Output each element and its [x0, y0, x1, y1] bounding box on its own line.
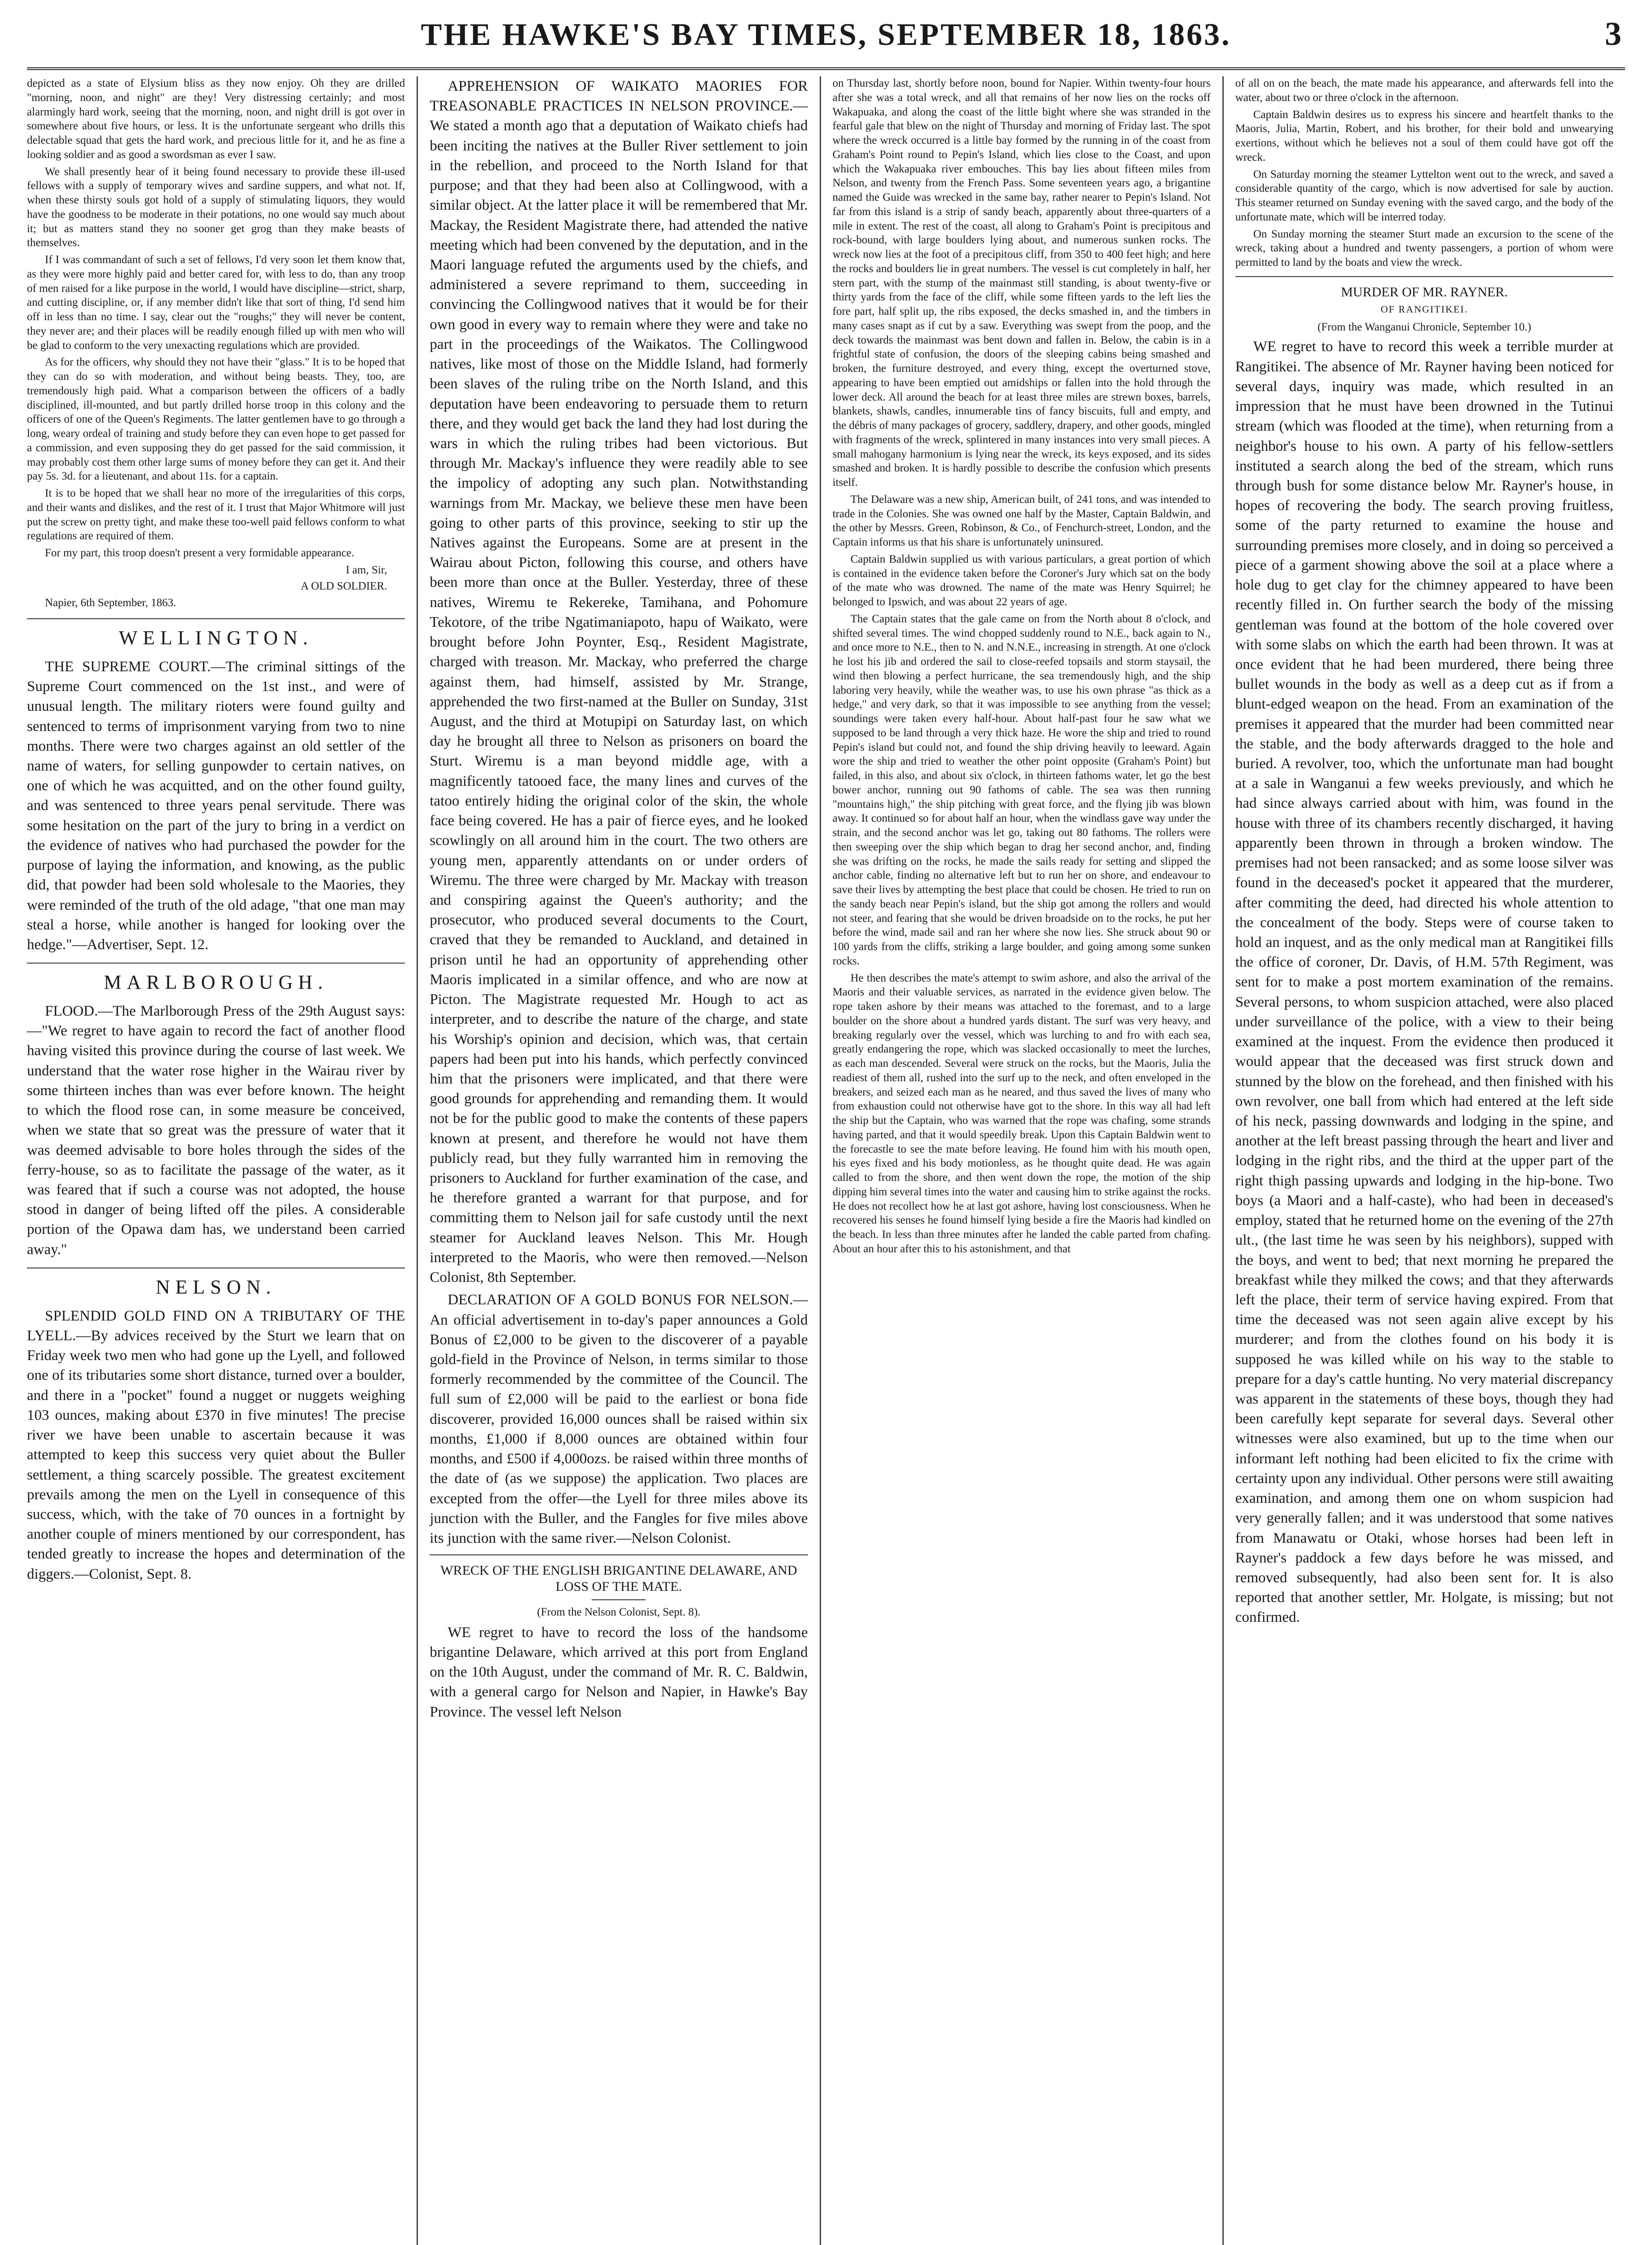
wreck-paragraph: of all on on the beach, the mate made his appearance, and afterwards fell into the water, about two or three o'clock in the afternoon.: [1235, 77, 1613, 104]
wreck-paragraph: Captain Baldwin desires us to express his sincere and heartfelt thanks to the Maoris, Julia, Martin, Robert, and his brother, for their bold and unwearying exertions, without which he believes not a soul of them could have got off the wreck.: [1235, 108, 1613, 163]
column-4: [1224, 76, 1625, 2245]
divider: [592, 1599, 646, 1600]
columns: [27, 76, 1625, 2245]
wreck-paragraph: He then describes the mate's attempt to swim ashore, and also the arrival of the Maoris and their valuable services, as narrated in the evidence given below. The rope taken ashore by their means was attached to the foremast, and to a large boulder on the shore about a hundred yards distant. The surf was very heavy, and breaking regularly over the vessel, which was lurching to and fro with each sea, greatly endangering the rope, which was slacked occasionally to meet the lurches, as each man descended. Several were struck on the rocks, but the Maoris, Julia the readiest of them all, rushed into the surf up to the neck, and often enveloped in the breakers, and seized each man as he neared, and thus saved the lives of many who from exhaustion could not otherwise have got to the shore. In this way all had left the ship but the Captain, who was warned that the rope was chafing, some strands having parted, and that it would speedily break. Upon this Captain Baldwin went to the forecastle to see the mate before leaving. He found him with his mouth open, his eyes fixed and his body motionless, as he thought quite dead. He was again called to from the shore, and then went down the rope, the motion of the ship dipping him several times into the water and causing him to strike against the rocks. He does not recollect how he at last got ashore, having lost consciousness. When he recovered his senses he found himself lying beside a fire the Maoris had kindled on the beach. In less than three minutes after he landed the cable parted from chafing. About an hour after this to his astonishment, and that: [832, 972, 1211, 1255]
letter-dateline: Napier, 6th September, 1863.: [45, 597, 176, 609]
wreck-paragraph: The Delaware was a new ship, American built, of 241 tons, and was intended to trade in the Colonies. She was owned one half by the Master, Captain Baldwin, and the other by Messrs. Green, Robinson, & Co., of Fenchurch-street, London, and the Captain informs us that his share is unfortunately uninsured.: [832, 493, 1211, 548]
letter-paragraph: We shall presently hear of it being found necessary to provide these ill-used fellows with a supply of temporary wives and sardine suppers, and what not. If, when these thirsty souls got hold of a supply of stimulating liquors, they would have the goodness to be moderate in their potations, no one would say much about it; but as matters stand they no sooner get grog than they make beasts of themselves.: [27, 165, 405, 249]
wreck-source: (From the Nelson Colonist, Sept. 8).: [537, 1606, 701, 1619]
letter-paragraph: As for the officers, why should they not have their "glass." It is to be hoped that they can do so with moderation, and without being beasts. They, too, are tremendously high paid. What a comparison between the officers of a badly disciplined, ill-mounted, and but partly drilled horse troop in this colony and the officers of one of the Queen's Regiments. The latter gentlemen have to go through a long, weary ordeal of training and study before they can even hope to get passed for a commission, and even supposing they do get passed for the said commission, it may probably cost them other large sums of money before they can get it. And their pay 5s. 3d. for a lieutenant, and about 11s. for a captain.: [27, 356, 405, 483]
divider: [1235, 276, 1613, 277]
murder-heading: MURDER OF MR. RAYNER.: [1341, 284, 1508, 299]
wreck-paragraph: The Captain states that the gale came on from the North about 8 o'clock, and shifted several times. The wind chopped suddenly round to N.E., back again to N., and once more to N.E., then to N. and N.N.E., increasing in strength. At one o'clock he lost his jib and ordered the sail to close-reefed topsails and storm staysail, the wind then blowing a perfect hurricane, the sea tremendously high, and the ship laboring very heavily, while the weather was, to use his own phrase "as thick as a hedge," and very dark, so that it was impossible to see anything from the vessel; soundings were taken every half-hour. About half-past four he saw what we supposed to be land through a very thick haze. He wore the ship and tried to round Pepin's island but could not, and found the ship driving heavily to leeward. Again wore the ship and tried to weather the other point opposite (Graham's Point) but failed, in this also, and about six o'clock, in thirteen fathoms water, let go the best bower anchor, running out 90 fathoms of cable. The sea was then running "mountains high," the ship pitching with great force, and the flying jib was blown away. It continued so for about half an hour, when the windlass gave way under the strain, and the second anchor was let go, taking out 80 fathoms. The rollers were then sweeping over the ship which began to drag her second anchor, and, finding she was drifting on the rocks, he made the sails ready for setting and slipped the anchor cable, finding no alternative left but to run her on shore, and endeavour to save their lives by attempting the best place that could be chosen. He tried to run on the sandy beach near Pepin's island, but the ship got among the rollers and would not steer, and fearing that she would be driven broadside on to the rocks, he put her before the wind, made sail and ran her where she now lies. She struck about 90 or 100 yards from the cliffs, striking a large boulder, and going among some sunken rocks.: [832, 612, 1211, 967]
wreck-article-start: WE regret to have to record the loss of the handsome brigantine Delaware, which arrived at this port from England on the 10th August, under the command of Mr. R. C. Baldwin, with a general cargo for Nelson and Napier, in Hawke's Bay Province. The vessel left Nelson: [430, 1624, 808, 1720]
nelson-article: SPLENDID GOLD FIND ON A TRIBUTARY OF THE LYELL.—By advices received by the Sturt we learn that on Friday week two men who had gone up the Lyell, and followed one of its tributaries some short distance, turned over a boulder, and there in a "pocket" found a nugget or nuggets weighing 103 ounces, making about £370 in five minutes! The precise river we have been unable to ascertain because it was attempted to keep this success very quiet about the Buller settlement, a thing scarcely possible. The greatest excitement prevails among the men on the Lyell in consequence of this success, which, with the take of 70 ounces in a fortnight by another couple of miners mentioned by our correspondent, has tended greatly to increase the hopes and determination of the diggers.—Colonist, Sept. 8.: [27, 1307, 405, 1582]
wellington-article: THE SUPREME COURT.—The criminal sittings of the Supreme Court commenced on the 1st inst., and were of unusual length. The military rioters were found guilty and sentenced to terms of imprisonment varying from two to nine months. There were two charges against an old settler of the name of waters, for selling gunpowder to certain natives, on one of which he was acquitted, and on the other found guilty, and was sentenced to three years penal servitude. There was some hesitation on the part of the jury to bring in a verdict on the evidence of natives who had purchased the powder for the purpose of laying the information, and knowing, as the public did, that powder had been sold wholesale to the Maories, they were reminded of the truth of the old adage, "that one man may steal a horse, while another is hanged for looking over the hedge."—Advertiser, Sept. 12.: [27, 658, 405, 953]
section-heading-marlborough: MARLBOROUGH.: [27, 963, 405, 995]
wreck-heading: WRECK OF THE ENGLISH BRIGANTINE DELAWARE, AND LOSS OF THE MATE.: [440, 1563, 797, 1594]
section-heading-nelson: NELSON.: [27, 1268, 405, 1300]
letter-closing: I am, Sir,: [346, 563, 387, 576]
wreck-paragraph: On Sunday morning the steamer Sturt made an excursion to the scene of the wreck, taking about a hundred and twenty passengers, a portion of whom were permitted to land by the boats and view the wreck.: [1235, 228, 1613, 269]
page-number: 3: [1605, 16, 1621, 53]
column-1: [27, 76, 418, 2245]
newspaper-title: THE HAWKE'S BAY TIMES, SEPTEMBER 18, 1863.: [421, 18, 1231, 52]
section-heading-wellington: WELLINGTON.: [27, 618, 405, 651]
wreck-paragraph: On Saturday morning the steamer Lyttelton went out to the wreck, and saved a considerable quantity of the cargo, which is now advertised for sale by auction. This steamer returned on Sunday evening with the saved cargo, and the body of the unfortunate mate, which will be interred today.: [1235, 168, 1613, 223]
letter-paragraph: It is to be hoped that we shall hear no more of the irregularities of this corps, and their wants and dislikes, and the rest of it. I trust that Major Whitmore will just put the screw on pretty tight, and make these too-well paid fellows conform to what regulations are required of them.: [27, 487, 405, 542]
letter-signature: A OLD SOLDIER.: [300, 580, 387, 592]
divider: [430, 1554, 808, 1555]
waikato-article: APPREHENSION OF WAIKATO MAORIES FOR TREASONABLE PRACTICES IN NELSON PROVINCE.—We stated a month ago that a deputation of Waikato chiefs had been inciting the natives at the Buller River settlement to join in the rebellion, and proceed to the North Island for that purpose; and that they had been also at Collingwood, with a similar object. At the latter place it will be remembered that Mr. Mackay, the Resident Magistrate there, had attended the native meeting which had been convened by the deputation, and in the Maori language refuted the arguments used by the chiefs, and administered a severe reprimand to them, succeeding in convincing the Collingwood natives that it would be for their own good in every way to remain where they were and take no part in the proceedings of the Waikatos. The Collingwood natives, like most of those on the Middle Island, had formerly been slaves of the ruling tribe on the North Island, and this deputation have been endeavoring to persuade them to return there, and they would get back the land they had lost during the wars in which the ruling tribes had been victorious. But through Mr. Mackay's influence they were readily able to see the impolicy of adopting any such plan. Notwithstanding warnings from Mr. Mackay, we believe these men have been going to other parts of this province, seeking to stir up the Natives against the Europeans. Some are at present in the Wairau about Picton, following this course, and others have been more than once at the Buller. Yesterday, three of these natives, Wiremu te Rekereke, Tamihana, and Pohomure Tekotore, of the tribe Ngatimaniapoto, hapu of Waikato, were brought before John Poynter, Esq., Resident Magistrate, charged with treason. Mr. Mackay, who preferred the charge against them, had himself, assisted by Mr. Strange, apprehended the two first-named at the Buller on Sunday, 31st August, and the third at Motupipi on Saturday last, on which day he brought all three to Nelson as prisoners on board the Sturt. Wiremu is a man beyond middle age, with a magnificently tatooed face, the many lines and curves of the tatoo entirely hiding the original color of the skin, the whole face being covered. He has a pair of fierce eyes, and he looked scowlingly on all around him in the court. The two others are young men, apparently attendants on or under orders of Wiremu. The three were charged by Mr. Mackay with treason and conspiring against the Queen's authority; and the prosecutor, who produced several documents to the Court, craved that they be remanded to Auckland, and detained in prison until he had an opportunity of apprehending other Maoris implicated in a similar offence, and who are now at Picton. The Magistrate requested Mr. Hough to act as interpreter, and to describe the nature of the charge, and state his Worship's opinion and decision, which was, that certain papers had been put into his hands, which perfectly convinced him that the prisoners were implicated, and that there were good grounds for apprehending and remanding them. It would not be for the public good to make the contents of these papers known at present, and therefore he would not have them publicly read, but they fully warranted him in removing the prisoners to Auckland for further examination of the case, and he therefore granted a warrant for that purpose, and for committing them to Nelson jail for safe custody until the next steamer for Auckland leaves Nelson. This Mr. Hough interpreted to the Maoris, who were then removed.—Nelson Colonist, 8th September.: [430, 78, 808, 1286]
gold-bonus-article: DECLARATION OF A GOLD BONUS FOR NELSON.—An official advertisement in to-day's paper announces a Gold Bonus of £2,000 to be given to the discoverer of a payable gold-field in the Province of Nelson, in terms similar to those formerly recommended by the committee of the Council. The full sum of £2,000 will be paid to the earliest or bona fide discoverer, provided 16,000 ounces shall be raised within six months, £1,000 if 8,000 ounces are obtained within four months, and £500 if 4,000ozs. be raised within three months of the date of (as we suppose) the application. Two places are excepted from the offer—the Lyell for three miles above its junction with the Buller, and the Fangles for five miles above its junction with the same river.—Nelson Colonist.: [430, 1292, 808, 1546]
wreck-paragraph: on Thursday last, shortly before noon, bound for Napier. Within twenty-four hours after she was a total wreck, and all that remains of her now lies on the rocks off Wakapuaka, and along the coast of the little bight where she was stranded in the fearful gale that blew on the night of Thursday and morning of Friday last. The spot where the wreck occurred is a little bay formed by the running in of the coast from Graham's Point round to Pepin's Island, which lies close to the Coast, and upon which the Wakapuaka river embouches. This bay lies about fifteen miles from Nelson, and twenty from the French Pass. Some seventeen years ago, a brigantine named the Guide was wrecked in the same bay, rather nearer to Pepin's Island. Not far from this island is a strip of sandy beach, apparently about three-quarters of a mile in extent. The rest of the coast, all along to Graham's Point is precipitous and rock-bound, with large boulders lying about, and numerous sunken rocks. The wreck now lies at the foot of a precipitous cliff, from 350 to 400 feet high; and here the rocks and boulders lie in great numbers. The vessel is cut completely in half, her stern part, with the stump of the mainmast still standing, is about twenty-five or thirty yards from the face of the cliff, while some fifteen yards to the left lies the fore part, half split up, the ribs exposed, the decks smashed in, and the timbers in many cases snapt as if cut by a saw. Everything was swept from the poop, and the deck towards the mainmast was bent down and fallen in. Below, the cabin is in a frightful state of confusion, the doors of the sleeping cabins being smashed and broken, the furniture destroyed, and every thing, except the overturned stove, appearing to have been emptied out amidships or fallen into the hold through the lower deck. All around the beach for at least three miles are strewn boxes, barrels, blankets, shawls, candles, innumerable tins of fancy biscuits, full and empty, and the débris of many packages of grocery, saddlery, drapery, and other goods, mingled with fragments of the wreck, splintered in many instances into very small pieces. A small mahogany harmonium is lying near the wreck, its keys exposed, and its sides smashed and broken. It is hardly possible to describe the confusion which presents itself.: [832, 77, 1211, 489]
marlborough-article: FLOOD.—The Marlborough Press of the 29th August says:—"We regret to have again to record the fact of another flood having visited this province during the course of last week. We understand that the water rose higher in the Wairau river by some thirteen inches than was ever before known. The height to which the flood rose can, in some measure be conceived, when we state that so great was the pressure of water that it was deemed advisable to bore holes through the sides of the ferry-house, so as to facilitate the passage of the water, as it was feared that if such a course was not adopted, the house stood in danger of being lifted off the piles. A considerable portion of the Opawa dam has, we understand been carried away.": [27, 1003, 405, 1258]
letter-paragraph: For my part, this troop doesn't present a very formidable appearance.: [45, 547, 355, 559]
wreck-paragraph: Captain Baldwin supplied us with various particulars, a great portion of which is contained in the evidence taken before the Coroner's Jury which sat on the body of the mate who was drowned. The name of the mate was Henry Squirrel; he belonged to Ipswich, and was about 22 years of age.: [832, 553, 1211, 608]
letter-paragraph: depicted as a state of Elysium bliss as they now enjoy. Oh they are drilled "morning, noon, and night" are they! Very distressing certainly; and most alarmingly hard work, seeing that the morning, noon, and night drill is got over in somewhere about five hours, or less. It is the unfortunate sergeant who drills this delectable squad that gets the hard work, and precious little for it, and he as fine a looking soldier and as good a swordsman as ever I saw.: [27, 77, 405, 161]
column-3: [821, 76, 1224, 2245]
letter-paragraph: If I was commandant of such a set of fellows, I'd very soon let them know that, as they were more highly paid and better cared for, with less to do, than any troop of men raised for a like purpose in the world, I would have discipline—strict, sharp, and cutting discipline, or, if any member didn't like that sort of thing, I'd send him off in less than no time. I say, clear out the "roughs;" they will never be content, they never are; and their places will be readily enough filled up with men who will be glad to conform to the very unexacting regulations which are provided.: [27, 254, 405, 352]
murder-source: (From the Wanganui Chronicle, September 10.): [1317, 321, 1531, 333]
murder-subheading: OF RANGITIKEI.: [1380, 303, 1468, 315]
masthead: [27, 13, 1625, 70]
murder-article: WE regret to have to record this week a terrible murder at Rangitikei. The absence of Mr. Rayner having been noticed for several days, inquiry was made, which resulted in an impression that he must have been drowned in the Tutinui stream (which was flooded at the time), when returning from a neighbor's house to his own. A party of his fellow-settlers instituted a search along the bed of the stream, which runs through bush for some distance below Mr. Rayner's house, in hopes of recovering the body. The search proving fruitless, some of the party returned to examine the house and surrounding premises more closely, and in doing so perceived a piece of a garment showing above the soil at a place where a hole dug to get clay for the chimney appeared to have been recently filled in. On further search the body of the missing gentleman was found at the bottom of the hole covered over with some slabs on which the earth had been thrown. It was at once evident that he had been murdered, there being three bullet wounds in the body as well as a deep cut as if from a blunt-edged weapon on the head. From an examination of the premises it appeared that the murder had been committed near the stable, and the body afterwards dragged to the hole and buried. A revolver, too, which the unfortunate man had bought at a sale in Wanganui a few weeks previously, and which he had since always carried about with him, was found in the house with three of its chambers recently discharged, it having apparently been thrown in through a broken window. The premises had not been ransacked; and as some loose silver was found in the deceased's pocket it appeared that the murderer, after commiting the deed, had directed his whole attention to the concealment of the body. Steps were of course taken to hold an inquest, and as the only medical man at Rangitikei fills the office of coroner, Dr. Davis, of H.M. 57th Regiment, was sent for to make a post mortem examination of the remains. Several persons, to whom suspicion attached, were also placed under surveillance of the police, with a view to their being examined at the inquest. From the evidence then produced it would appear that the deceased was first struck down and stunned by the blow on the forehead, and then finished with his own revolver, one ball from which had entered at the left side of his neck, passing downwards and lodging in the spine, and another at the left breast passing through the heart and liver and lodging in the right ribs, and the third at the upper part of the right thigh passing upwards and lodging in the hip-bone. Two boys (a Maori and a half-caste), who had been in deceased's employ, stated that he returned home on the evening of the 27th ult., (the last time he was seen by his neighbors), supped with the boys, and went to bed; that next morning he prepared the breakfast while they milked the cows; and that they afterwards left the place, their term of service having expired. From that time the deceased was not seen again alive except by his murderer; and from the clothes found on his body it is supposed he was killed while on his way to the stable to prepare for a day's cattle hunting. No very material discrepancy was apparent in the statements of these boys, though they had been carefully kept separate for several days. Several other witnesses were also examined, but up to the time when our informant left nothing had been elicited to fix the crime with certainty upon any individual. Other persons were still awaiting examination, and among them one on whom suspicion had very generally fallen; and it was understood that some natives from Manawatu or Otaki, whose horses had been left in Rayner's paddock a few days before he was missed, and removed subsequently, had also been sent for. It is also reported that another settler, Mr. Holgate, is missing; but not confirmed.: [1235, 339, 1613, 1626]
column-2: [418, 76, 821, 2245]
